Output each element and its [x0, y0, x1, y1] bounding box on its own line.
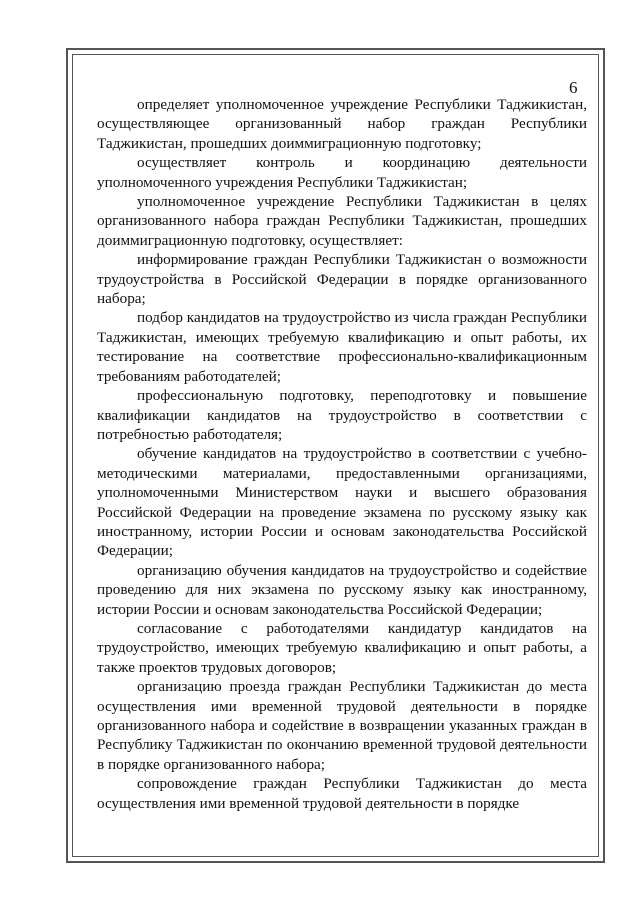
paragraph: сопровождение граждан Республики Таджикистан до места осуществления ими временной трудовой деятельности в порядке — [97, 775, 587, 812]
paragraph: информирование граждан Республики Таджикистан о возможности трудоустройства в Российской Федерации в порядке организованного набора; — [97, 251, 587, 308]
document-body — [97, 95, 587, 813]
paragraph: организацию проезда граждан Республики Таджикистан до места осуществления ими временной трудовой деятельности в порядке организованного набора и содействие в возвращении указанных граждан в Республику Таджикистан по окончанию временной трудовой деятельности в порядке организованного набора; — [97, 678, 587, 773]
paragraph: осуществляет контроль и координацию деятельности уполномоченного учреждения Республики Таджикистан; — [97, 154, 587, 191]
paragraph: согласование с работодателями кандидатур кандидатов на трудоустройство, имеющих требуемую квалификацию и опыт работы, а также проектов трудовых договоров; — [97, 619, 587, 676]
paragraph: обучение кандидатов на трудоустройство в соответствии с учебно-методическими материалами, предоставленными организациями, уполномоченными Министерством науки и высшего образования Российской Федерации на проведение экзамена по русскому языку как иностранному, истории России и основам законодательства Российской Федерации; — [97, 445, 587, 560]
paragraph: уполномоченное учреждение Республики Таджикистан в целях организованного набора граждан Республики Таджикистан, прошедших доиммиграционную подготовку, осуществляет: — [97, 193, 587, 249]
paragraph: подбор кандидатов на трудоустройство из числа граждан Республики Таджикистан, имеющих требуемую квалификацию и опыт работы, их тестирование на соответствие профессионально-квалификационным требованиям работодателей; — [97, 309, 587, 385]
paragraph: организацию обучения кандидатов на трудоустройство и содействие проведению для них экзамена по русскому языку как иностранному, истории России и основам законодательства Российской Федерации; — [97, 561, 587, 618]
page-number: 6 — [569, 78, 578, 97]
paragraph: профессиональную подготовку, переподготовку и повышение квалификации кандидатов на трудоустройство в соответствии с потребностью работодателя; — [97, 387, 587, 443]
paragraph: определяет уполномоченное учреждение Республики Таджикистан, осуществляющее организованный набор граждан Республики Таджикистан, прошедших доиммиграционную подготовку; — [97, 96, 587, 152]
